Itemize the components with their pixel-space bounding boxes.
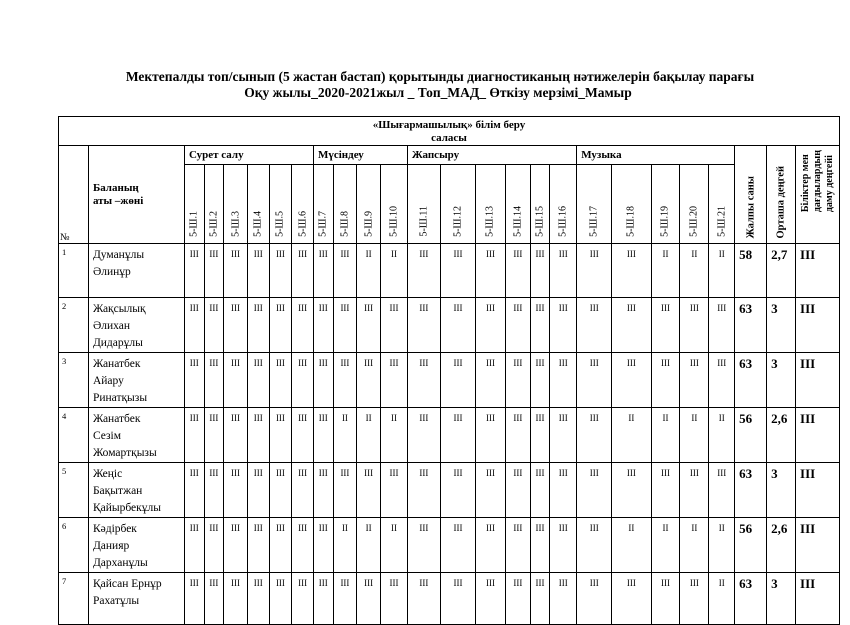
skill-header: 5-Ш.18 xyxy=(612,165,651,244)
skill-level-cell: III xyxy=(612,244,651,298)
skill-level-cell: III xyxy=(407,298,440,353)
skill-level-cell: III xyxy=(577,463,612,518)
skill-level-cell: III xyxy=(357,353,381,408)
skill-level-cell: III xyxy=(651,463,680,518)
skill-level-cell: III xyxy=(269,573,292,625)
skill-level-cell: III xyxy=(505,353,530,408)
child-name: Жанатбек Айару Ринатқызы xyxy=(88,353,184,408)
results-table xyxy=(58,116,840,625)
skill-level-cell: III xyxy=(505,298,530,353)
skill-level-cell: III xyxy=(269,353,292,408)
skill-level-cell: II xyxy=(357,518,381,573)
skill-level-cell: II xyxy=(651,518,680,573)
skill-header: 5-Ш.12 xyxy=(440,165,475,244)
skill-level-cell: III xyxy=(550,463,577,518)
skill-level-cell: III xyxy=(204,244,224,298)
skill-level-cell: III xyxy=(292,244,314,298)
skill-header: 5-Ш.5 xyxy=(269,165,292,244)
skill-level-cell: III xyxy=(530,573,550,625)
skill-level-cell: III xyxy=(204,573,224,625)
skill-level-cell: III xyxy=(313,353,333,408)
skill-level-cell: III xyxy=(505,573,530,625)
skill-level-cell: III xyxy=(709,298,735,353)
skill-level-cell: III xyxy=(224,298,248,353)
skill-level-cell: III xyxy=(550,298,577,353)
skill-level-cell: III xyxy=(505,244,530,298)
skill-level-cell: III xyxy=(577,244,612,298)
skill-level-cell: II xyxy=(333,518,357,573)
table-row xyxy=(59,244,840,298)
skill-level-cell: III xyxy=(224,573,248,625)
skill-level-cell: III xyxy=(269,408,292,463)
skill-level-cell: III xyxy=(577,518,612,573)
skill-level-cell: III xyxy=(550,408,577,463)
sheet-title: Мектепалды топ/сынып (5 жастан бастап) қорытынды диагностиканың нәтижелерін бақылау парағы xyxy=(125,69,755,84)
skill-level-cell: III xyxy=(407,353,440,408)
group-applique: Жапсыру xyxy=(407,146,576,165)
skill-level-cell: III xyxy=(313,518,333,573)
group-music: Музыка xyxy=(577,146,735,165)
skill-level-cell: III xyxy=(292,298,314,353)
skill-level-cell: III xyxy=(269,463,292,518)
skill-header: 5-Ш.15 xyxy=(530,165,550,244)
skill-level-cell: III xyxy=(184,298,204,353)
skill-level-cell: III xyxy=(407,518,440,573)
skill-header: 5-Ш.6 xyxy=(292,165,314,244)
skill-level-cell: II xyxy=(357,408,381,463)
skill-level-cell: III xyxy=(577,298,612,353)
child-name: Думанұлы Әлинұр xyxy=(88,244,184,298)
skill-level-cell: III xyxy=(313,408,333,463)
development-level: III xyxy=(796,244,840,298)
average-level: 2,7 xyxy=(767,244,796,298)
skill-level-cell: III xyxy=(440,518,475,573)
skill-level-cell: III xyxy=(184,244,204,298)
skill-level-cell: III xyxy=(357,463,381,518)
skill-level-cell: III xyxy=(612,573,651,625)
table-row xyxy=(59,298,840,353)
skill-level-cell: II xyxy=(680,518,709,573)
skill-level-cell: III xyxy=(476,463,506,518)
skill-level-cell: III xyxy=(680,573,709,625)
skill-header: 5-Ш.21 xyxy=(709,165,735,244)
development-level: III xyxy=(796,463,840,518)
skill-header: 5-Ш.10 xyxy=(381,165,408,244)
skill-level-cell: III xyxy=(476,573,506,625)
table-row xyxy=(59,463,840,518)
skill-level-cell: III xyxy=(292,518,314,573)
skill-level-cell: II xyxy=(357,244,381,298)
row-number: 3 xyxy=(59,353,89,408)
skill-level-cell: III xyxy=(184,353,204,408)
skill-level-cell: II xyxy=(709,518,735,573)
skill-level-cell: III xyxy=(709,353,735,408)
row-number: 6 xyxy=(59,518,89,573)
skill-level-cell: III xyxy=(680,463,709,518)
total-score: 63 xyxy=(735,353,767,408)
skill-level-cell: III xyxy=(333,298,357,353)
skill-level-cell: III xyxy=(476,353,506,408)
skill-level-cell: III xyxy=(204,298,224,353)
skill-level-cell: II xyxy=(612,408,651,463)
total-header: Жалпы саны xyxy=(735,146,767,244)
skill-header: 5-Ш.3 xyxy=(224,165,248,244)
average-level: 3 xyxy=(767,463,796,518)
skill-level-cell: III xyxy=(651,353,680,408)
skill-level-cell: III xyxy=(247,408,269,463)
skill-level-cell: III xyxy=(550,518,577,573)
skill-level-cell: III xyxy=(313,298,333,353)
development-level: III xyxy=(796,573,840,625)
child-name: Кәдірбек Данияр Дарханұлы xyxy=(88,518,184,573)
skill-level-cell: III xyxy=(204,463,224,518)
skill-level-cell: III xyxy=(313,573,333,625)
education-area-title: «Шығармашылық» білім беру саласы xyxy=(59,117,840,146)
skill-header: 5-Ш.13 xyxy=(476,165,506,244)
skill-level-cell: III xyxy=(530,463,550,518)
skill-level-cell: III xyxy=(184,408,204,463)
row-number: 1 xyxy=(59,244,89,298)
skill-level-cell: III xyxy=(247,518,269,573)
skill-level-cell: III xyxy=(577,573,612,625)
skill-level-cell: III xyxy=(292,573,314,625)
table-row xyxy=(59,353,840,408)
skill-level-cell: III xyxy=(204,408,224,463)
skill-level-cell: III xyxy=(440,408,475,463)
skill-level-cell: III xyxy=(505,518,530,573)
average-level: 3 xyxy=(767,353,796,408)
skill-level-cell: III xyxy=(505,463,530,518)
skill-level-cell: III xyxy=(224,463,248,518)
skill-level-cell: II xyxy=(381,408,408,463)
name-header: Баланың аты –жөні xyxy=(88,146,184,244)
total-score: 56 xyxy=(735,518,767,573)
skill-level-cell: III xyxy=(612,463,651,518)
skill-level-cell: III xyxy=(530,518,550,573)
skill-level-cell: III xyxy=(333,244,357,298)
skill-level-cell: III xyxy=(530,298,550,353)
skill-level-cell: III xyxy=(247,298,269,353)
skill-level-cell: III xyxy=(292,408,314,463)
skill-header: 5-Ш.7 xyxy=(313,165,333,244)
skill-level-cell: III xyxy=(184,463,204,518)
average-level: 2,6 xyxy=(767,518,796,573)
skill-level-cell: III xyxy=(612,298,651,353)
skill-level-cell: II xyxy=(709,573,735,625)
skill-level-cell: III xyxy=(313,244,333,298)
skill-level-cell: III xyxy=(440,463,475,518)
skill-level-cell: III xyxy=(381,573,408,625)
skill-level-cell: III xyxy=(407,408,440,463)
skill-level-cell: III xyxy=(247,463,269,518)
skill-level-cell: III xyxy=(313,463,333,518)
skill-header: 5-Ш.19 xyxy=(651,165,680,244)
sheet-subtitle: Оқу жылы_2020-2021жыл _ Топ_МАД_ Өткізу мерзімі_Мамыр xyxy=(244,85,632,100)
skill-header: 5-Ш.11 xyxy=(407,165,440,244)
level-header: Біліктер мен дағдылардың даму деңгейі xyxy=(796,146,840,244)
skill-header: 5-Ш.8 xyxy=(333,165,357,244)
skill-level-cell: III xyxy=(247,244,269,298)
skill-level-cell: III xyxy=(680,353,709,408)
skill-level-cell: II xyxy=(333,408,357,463)
child-name: Қайсан Ернұр Рахатұлы xyxy=(88,573,184,625)
child-name: Жанатбек Сезім Жомартқызы xyxy=(88,408,184,463)
skill-level-cell: III xyxy=(224,518,248,573)
skill-header: 5-Ш.14 xyxy=(505,165,530,244)
total-score: 63 xyxy=(735,463,767,518)
table-row xyxy=(59,408,840,463)
skill-level-cell: III xyxy=(204,518,224,573)
average-level: 2,6 xyxy=(767,408,796,463)
group-drawing: Сурет салу xyxy=(184,146,313,165)
skill-level-cell: III xyxy=(269,518,292,573)
total-score: 56 xyxy=(735,408,767,463)
total-score: 63 xyxy=(735,573,767,625)
skill-level-cell: III xyxy=(530,353,550,408)
skill-level-cell: III xyxy=(381,298,408,353)
skill-level-cell: III xyxy=(357,298,381,353)
average-header: Орташа деңгей xyxy=(767,146,796,244)
skill-level-cell: III xyxy=(440,353,475,408)
skill-level-cell: III xyxy=(224,408,248,463)
development-level: III xyxy=(796,408,840,463)
skill-level-cell: III xyxy=(651,298,680,353)
skill-level-cell: III xyxy=(269,244,292,298)
skill-header: 5-Ш.16 xyxy=(550,165,577,244)
skill-level-cell: II xyxy=(709,408,735,463)
skill-level-cell: II xyxy=(651,244,680,298)
development-level: III xyxy=(796,353,840,408)
skill-level-cell: II xyxy=(680,244,709,298)
skill-level-cell: III xyxy=(476,408,506,463)
skill-level-cell: III xyxy=(333,353,357,408)
skill-level-cell: III xyxy=(381,353,408,408)
skill-level-cell: II xyxy=(680,408,709,463)
skill-level-cell: III xyxy=(407,463,440,518)
child-name: Жеңіс Бақытжан Қайырбекұлы xyxy=(88,463,184,518)
row-number: 2 xyxy=(59,298,89,353)
skill-level-cell: III xyxy=(550,353,577,408)
skill-level-cell: III xyxy=(247,353,269,408)
skill-level-cell: III xyxy=(651,573,680,625)
skill-level-cell: III xyxy=(224,244,248,298)
average-level: 3 xyxy=(767,573,796,625)
table-row xyxy=(59,573,840,625)
skill-level-cell: III xyxy=(184,573,204,625)
skill-level-cell: III xyxy=(204,353,224,408)
skill-level-cell: III xyxy=(530,408,550,463)
average-level: 3 xyxy=(767,298,796,353)
skill-level-cell: II xyxy=(381,518,408,573)
skill-level-cell: III xyxy=(550,244,577,298)
skill-level-cell: III xyxy=(440,298,475,353)
skill-level-cell: III xyxy=(476,244,506,298)
child-name: Жақсылық Әлихан Дидарұлы xyxy=(88,298,184,353)
row-number: 7 xyxy=(59,573,89,625)
skill-level-cell: III xyxy=(292,463,314,518)
skill-header: 5-Ш.1 xyxy=(184,165,204,244)
skill-level-cell: III xyxy=(505,408,530,463)
skill-level-cell: III xyxy=(224,353,248,408)
skill-level-cell: III xyxy=(577,353,612,408)
skill-header: 5-Ш.17 xyxy=(577,165,612,244)
number-header: № xyxy=(59,146,89,244)
total-score: 58 xyxy=(735,244,767,298)
row-number: 4 xyxy=(59,408,89,463)
group-modeling: Мүсіндеу xyxy=(313,146,407,165)
development-level: III xyxy=(796,518,840,573)
skill-level-cell: III xyxy=(357,573,381,625)
skill-level-cell: III xyxy=(407,244,440,298)
skill-level-cell: III xyxy=(550,573,577,625)
skill-level-cell: III xyxy=(440,573,475,625)
skill-header: 5-Ш.20 xyxy=(680,165,709,244)
skill-level-cell: III xyxy=(292,353,314,408)
skill-level-cell: III xyxy=(612,353,651,408)
skill-level-cell: III xyxy=(476,518,506,573)
skill-level-cell: II xyxy=(612,518,651,573)
total-score: 63 xyxy=(735,298,767,353)
skill-level-cell: III xyxy=(333,463,357,518)
skill-level-cell: III xyxy=(184,518,204,573)
table-row xyxy=(59,518,840,573)
skill-level-cell: III xyxy=(440,244,475,298)
development-level: III xyxy=(796,298,840,353)
skill-level-cell: III xyxy=(680,298,709,353)
skill-level-cell: III xyxy=(269,298,292,353)
skill-level-cell: III xyxy=(709,463,735,518)
skill-level-cell: III xyxy=(381,463,408,518)
skill-header: 5-Ш.4 xyxy=(247,165,269,244)
skill-level-cell: III xyxy=(577,408,612,463)
skill-level-cell: III xyxy=(530,244,550,298)
skill-header: 5-Ш.9 xyxy=(357,165,381,244)
row-number: 5 xyxy=(59,463,89,518)
skill-level-cell: III xyxy=(247,573,269,625)
skill-level-cell: III xyxy=(476,298,506,353)
skill-level-cell: II xyxy=(709,244,735,298)
skill-level-cell: III xyxy=(407,573,440,625)
skill-level-cell: II xyxy=(381,244,408,298)
skill-header: 5-Ш.2 xyxy=(204,165,224,244)
skill-level-cell: III xyxy=(333,573,357,625)
skill-level-cell: II xyxy=(651,408,680,463)
